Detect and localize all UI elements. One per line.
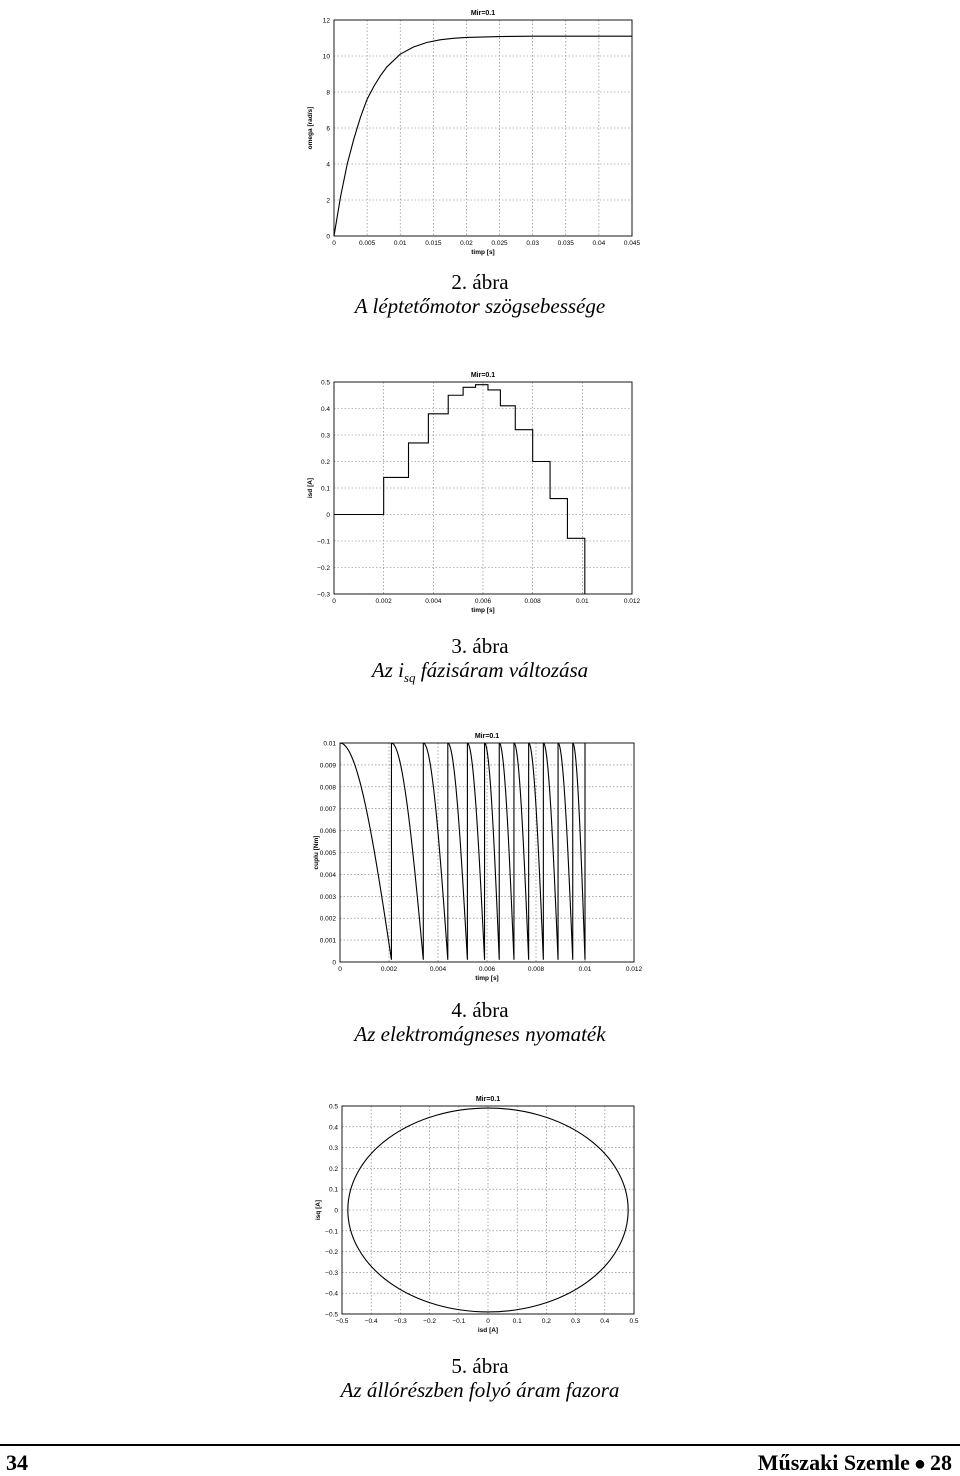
figure-description: A léptetőmotor szögsebessége [354, 294, 606, 318]
y-tick-label: −0.3 [317, 591, 330, 599]
x-tick-label: 0.3 [571, 1318, 581, 1325]
y-tick-label: 0.2 [320, 459, 330, 466]
data-series-line [334, 385, 585, 594]
x-tick-label: 0.015 [425, 240, 442, 247]
y-tick-label: 12 [322, 17, 330, 25]
figure-number: 4. ábra [451, 998, 509, 1022]
y-tick-label: 0.5 [328, 1103, 338, 1111]
x-tick-label: 0.045 [623, 240, 641, 247]
chart-angular-velocity [0, 0, 960, 262]
x-tick-label: 0.012 [625, 966, 643, 973]
x-tick-label: 0.04 [592, 240, 606, 247]
y-axis-label: isd [A] [307, 477, 314, 499]
journal-name: Műszaki Szemle ● 28 [757, 1450, 952, 1475]
figure-5 [0, 1088, 960, 1348]
y-tick-label: 0.007 [319, 806, 336, 814]
chart-phase-current [0, 360, 960, 622]
chart-title: Mir=0.1 [470, 10, 496, 17]
chart-title: Mir=0.1 [475, 1096, 501, 1103]
y-tick-label: −0.1 [325, 1228, 338, 1236]
y-tick-label: 0 [332, 959, 336, 967]
y-axis-label: isq [A] [315, 1199, 322, 1221]
x-tick-label: 0.035 [557, 240, 574, 247]
x-tick-label: 0.01 [578, 966, 592, 973]
y-tick-label: 0.006 [319, 828, 336, 836]
y-tick-label: 0.1 [328, 1186, 338, 1194]
x-tick-label: 0.008 [524, 598, 541, 605]
plot-frame [342, 1106, 634, 1314]
torque-pulse [467, 743, 484, 960]
footer-rule [0, 1444, 960, 1446]
x-tick-label: 0.03 [526, 240, 539, 247]
figure-description: Az $i_{sq}$ fázisáram változása [371, 658, 589, 686]
x-tick-label: 0.012 [623, 598, 641, 605]
y-tick-label: 0.01 [323, 740, 336, 748]
torque-pulse [391, 743, 423, 960]
y-tick-label: 0.002 [319, 915, 336, 923]
y-tick-label: 10 [322, 53, 330, 61]
x-tick-label: 0.4 [600, 1318, 610, 1325]
x-tick-label: 0 [338, 966, 342, 973]
figure-number: 3. ábra [451, 634, 509, 658]
y-tick-label: 0.3 [328, 1145, 338, 1153]
x-tick-label: 0.006 [478, 966, 496, 973]
torque-pulse [543, 743, 558, 960]
x-tick-label: −0.3 [393, 1318, 407, 1325]
y-tick-label: 0.001 [319, 937, 336, 945]
y-tick-label: 2 [326, 197, 330, 205]
x-tick-label: 0 [332, 598, 336, 605]
x-tick-label: 0.008 [527, 966, 545, 973]
torque-pulse [423, 743, 448, 960]
torque-pulse [573, 743, 585, 960]
x-axis-label: timp [s] [475, 975, 499, 982]
y-tick-label: 0.005 [319, 850, 336, 857]
x-tick-label: 0.2 [541, 1318, 551, 1325]
x-tick-label: 0.002 [375, 598, 392, 605]
y-tick-label: 0.5 [320, 379, 330, 387]
x-tick-label: 0 [486, 1318, 490, 1325]
x-tick-label: 0.01 [576, 598, 589, 605]
y-tick-label: 0.1 [320, 485, 330, 493]
y-tick-label: −0.3 [325, 1269, 338, 1277]
bullet-icon: ● [913, 1453, 926, 1475]
y-tick-label: 8 [326, 89, 330, 97]
chart-title: Mir=0.1 [474, 733, 500, 740]
x-tick-label: 0.01 [393, 240, 407, 247]
figure-description: Az elektromágneses nyomaték [354, 1022, 606, 1046]
x-tick-label: −0.2 [423, 1318, 437, 1325]
figure-4 [0, 722, 960, 984]
x-tick-label: −0.5 [335, 1318, 349, 1325]
x-tick-label: 0.1 [512, 1318, 522, 1325]
figure-2 [0, 0, 960, 262]
figure-number: 2. ábra [451, 270, 509, 294]
torque-pulse [499, 743, 514, 960]
x-tick-label: 0.5 [629, 1318, 639, 1325]
chart-torque [0, 722, 960, 984]
x-tick-label: 0 [332, 240, 336, 247]
x-axis-label: isd [A] [477, 1327, 499, 1334]
torque-pulse [340, 743, 391, 960]
y-tick-label: 0.004 [319, 871, 336, 879]
y-tick-label: 6 [326, 125, 330, 133]
x-tick-label: 0.025 [491, 240, 508, 247]
y-tick-label: −0.2 [317, 565, 330, 572]
y-tick-label: −0.2 [325, 1249, 338, 1257]
y-tick-label: −0.5 [325, 1311, 338, 1319]
x-tick-label: 0.005 [358, 240, 376, 247]
torque-pulse [448, 743, 468, 960]
x-tick-label: 0.002 [380, 966, 398, 973]
y-tick-label: 0.4 [328, 1124, 338, 1132]
x-axis-label: timp [s] [471, 249, 495, 256]
chart-title: Mir=0.1 [470, 372, 496, 379]
figure-number: 5. ábra [451, 1354, 509, 1378]
x-axis-label: timp [s] [471, 607, 495, 614]
x-tick-label: 0.006 [474, 598, 492, 605]
x-tick-label: 0.02 [460, 240, 473, 247]
y-tick-label: −0.1 [317, 538, 330, 546]
figure-5-caption [0, 1354, 960, 1402]
figure-2-caption [0, 270, 960, 318]
data-series-line [334, 36, 632, 236]
x-tick-label: −0.4 [364, 1318, 378, 1325]
y-tick-label: 0 [326, 512, 330, 519]
y-axis-label: omega [rad/s] [307, 106, 314, 150]
y-axis-label: cuplu [Nm] [313, 835, 320, 870]
figure-3-caption [0, 634, 960, 690]
x-tick-label: 0.004 [425, 598, 442, 605]
x-tick-label: −0.1 [452, 1318, 466, 1325]
torque-pulse [514, 743, 529, 960]
y-tick-label: 0.4 [320, 406, 330, 413]
y-tick-label: 0 [326, 233, 330, 241]
figure-4-caption [0, 998, 960, 1046]
chart-stator-current-phasor [0, 1088, 960, 1348]
y-tick-label: 0.2 [328, 1165, 338, 1173]
x-tick-label: 0.004 [429, 966, 447, 973]
y-tick-label: 0.009 [319, 762, 336, 770]
y-tick-label: −0.4 [325, 1290, 338, 1298]
torque-pulse [558, 743, 573, 960]
figure-3 [0, 360, 960, 622]
page-number: 34 [6, 1450, 28, 1475]
y-tick-label: 4 [326, 161, 330, 169]
figure-description: Az állórészben folyó áram fazora [340, 1378, 620, 1402]
y-tick-label: 0.003 [319, 893, 336, 901]
y-tick-label: 0.3 [320, 432, 330, 440]
y-tick-label: 0 [334, 1207, 338, 1215]
y-tick-label: 0.008 [319, 784, 336, 792]
